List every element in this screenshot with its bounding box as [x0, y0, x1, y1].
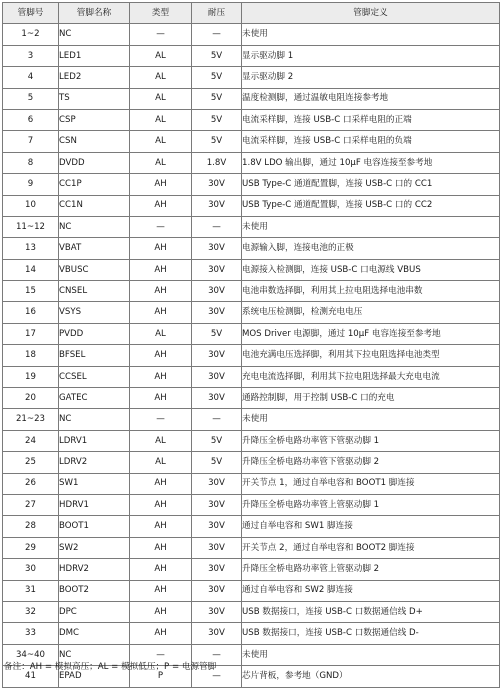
- pin-type-cell: AH: [130, 623, 192, 644]
- pin-type-cell: AH: [130, 580, 192, 601]
- pin-type-cell: AL: [130, 88, 192, 109]
- pin-voltage-cell: 5V: [192, 452, 242, 473]
- table-row: [3, 45, 500, 66]
- pin-definition-cell: 升降压全桥电路功率管下管驱动脚 2: [242, 452, 500, 473]
- pin-type-cell: AL: [130, 323, 192, 344]
- pin-voltage-cell: —: [192, 409, 242, 430]
- pin-type-cell: AH: [130, 302, 192, 323]
- pin-definition-cell: 充电电流选择脚，利用其下拉电阻选择最大充电电流: [242, 366, 500, 387]
- pin-voltage-cell: —: [192, 666, 242, 687]
- table-row: [3, 559, 500, 580]
- pin-voltage-cell: 30V: [192, 623, 242, 644]
- pin-name-cell: HDRV2: [59, 559, 130, 580]
- pin-type-cell: AH: [130, 601, 192, 622]
- pin-name-cell: HDRV1: [59, 494, 130, 515]
- table-row: [3, 409, 500, 430]
- pin-voltage-cell: 30V: [192, 174, 242, 195]
- pin-type-cell: P: [130, 666, 192, 687]
- pin-definition-cell: 电池充满电压选择脚，利用其下拉电阻选择电池类型: [242, 345, 500, 366]
- pin-voltage-cell: 30V: [192, 259, 242, 280]
- pin-name-cell: LED1: [59, 45, 130, 66]
- pin-voltage-cell: —: [192, 216, 242, 237]
- table-row: [3, 473, 500, 494]
- pin-voltage-cell: 1.8V: [192, 152, 242, 173]
- pin-definition-table: [2, 2, 500, 688]
- pin-definition-cell: 开关节点 1，通过自举电容和 BOOT1 脚连接: [242, 473, 500, 494]
- pin-definition-cell: 开关节点 2，通过自举电容和 BOOT2 脚连接: [242, 537, 500, 558]
- table-row: [3, 24, 500, 45]
- pin-name-cell: TS: [59, 88, 130, 109]
- pin-number-cell: 9: [3, 174, 59, 195]
- header-definition: 管脚定义: [242, 3, 500, 24]
- pin-number-cell: 26: [3, 473, 59, 494]
- pin-number-cell: 7: [3, 131, 59, 152]
- pin-voltage-cell: 30V: [192, 195, 242, 216]
- pin-type-cell: AH: [130, 238, 192, 259]
- table-row: [3, 494, 500, 515]
- pin-type-cell: AL: [130, 152, 192, 173]
- table-row: [3, 430, 500, 451]
- pin-definition-cell: 电流采样脚，连接 USB-C 口采样电阻的负端: [242, 131, 500, 152]
- pin-name-cell: NC: [59, 644, 130, 665]
- table-row: [3, 516, 500, 537]
- header-pin-number: 管脚号: [3, 3, 59, 24]
- pin-definition-cell: USB Type-C 通道配置脚，连接 USB-C 口的 CC1: [242, 174, 500, 195]
- pin-name-cell: EPAD: [59, 666, 130, 687]
- pin-definition-cell: 系统电压检测脚，检测充电电压: [242, 302, 500, 323]
- pin-voltage-cell: 5V: [192, 45, 242, 66]
- pin-type-cell: AH: [130, 516, 192, 537]
- pin-name-cell: SW1: [59, 473, 130, 494]
- pin-voltage-cell: 30V: [192, 302, 242, 323]
- pin-number-cell: 32: [3, 601, 59, 622]
- pin-voltage-cell: 30V: [192, 388, 242, 409]
- pin-type-cell: AL: [130, 109, 192, 130]
- pin-definition-cell: USB 数据接口，连接 USB-C 口数据通信线 D+: [242, 601, 500, 622]
- table-row: [3, 195, 500, 216]
- table-row: [3, 67, 500, 88]
- table-row: [3, 345, 500, 366]
- table-row: [3, 88, 500, 109]
- table-row: [3, 323, 500, 344]
- pin-voltage-cell: 5V: [192, 131, 242, 152]
- pin-voltage-cell: 30V: [192, 601, 242, 622]
- pin-number-cell: 8: [3, 152, 59, 173]
- pin-type-cell: AH: [130, 366, 192, 387]
- table-row: [3, 174, 500, 195]
- pin-name-cell: NC: [59, 409, 130, 430]
- pin-name-cell: LDRV1: [59, 430, 130, 451]
- pin-name-cell: DVDD: [59, 152, 130, 173]
- pin-definition-cell: 未使用: [242, 24, 500, 45]
- pin-name-cell: PVDD: [59, 323, 130, 344]
- pin-definition-cell: 升降压全桥电路功率管上管驱动脚 2: [242, 559, 500, 580]
- footnote: 备注：AH = 模拟高压；AL = 模拟低压；P = 电源管脚: [4, 662, 217, 672]
- pin-definition-cell: 通过自举电容和 SW2 脚连接: [242, 580, 500, 601]
- pin-name-cell: VBAT: [59, 238, 130, 259]
- pin-definition-cell: 升降压全桥电路功率管下管驱动脚 1: [242, 430, 500, 451]
- pin-number-cell: 13: [3, 238, 59, 259]
- pin-voltage-cell: 30V: [192, 559, 242, 580]
- pin-number-cell: 14: [3, 259, 59, 280]
- pin-definition-cell: 芯片背板，参考地（GND）: [242, 666, 500, 687]
- pin-type-cell: AH: [130, 388, 192, 409]
- pin-definition-cell: MOS Driver 电源脚，通过 10μF 电容连接至参考地: [242, 323, 500, 344]
- pin-type-cell: AH: [130, 345, 192, 366]
- pin-voltage-cell: 30V: [192, 281, 242, 302]
- pin-voltage-cell: 5V: [192, 67, 242, 88]
- pin-definition-cell: 通过自举电容和 SW1 脚连接: [242, 516, 500, 537]
- pin-type-cell: AH: [130, 494, 192, 515]
- pin-name-cell: BOOT2: [59, 580, 130, 601]
- table-row: [3, 537, 500, 558]
- pin-definition-cell: 1.8V LDO 输出脚，通过 10μF 电容连接至参考地: [242, 152, 500, 173]
- table-row: [3, 131, 500, 152]
- pin-voltage-cell: 5V: [192, 109, 242, 130]
- pin-definition-cell: 电源输入脚，连接电池的正极: [242, 238, 500, 259]
- pin-name-cell: SW2: [59, 537, 130, 558]
- pin-definition-cell: 温度检测脚，通过温敏电阻连接参考地: [242, 88, 500, 109]
- pin-definition-cell: 升降压全桥电路功率管上管驱动脚 1: [242, 494, 500, 515]
- pin-type-cell: —: [130, 644, 192, 665]
- pin-voltage-cell: 30V: [192, 345, 242, 366]
- pin-voltage-cell: 30V: [192, 516, 242, 537]
- pin-definition-cell: 电源接入检测脚，连接 USB-C 口电源线 VBUS: [242, 259, 500, 280]
- pin-voltage-cell: 30V: [192, 537, 242, 558]
- pin-type-cell: AH: [130, 174, 192, 195]
- pin-number-cell: 1~2: [3, 24, 59, 45]
- pin-name-cell: CSP: [59, 109, 130, 130]
- table-row: [3, 259, 500, 280]
- pin-number-cell: 25: [3, 452, 59, 473]
- pin-number-cell: 27: [3, 494, 59, 515]
- pin-voltage-cell: —: [192, 24, 242, 45]
- pin-voltage-cell: 5V: [192, 323, 242, 344]
- pin-type-cell: AL: [130, 131, 192, 152]
- pin-name-cell: GATEC: [59, 388, 130, 409]
- table-row: [3, 601, 500, 622]
- pin-number-cell: 18: [3, 345, 59, 366]
- pin-number-cell: 41: [3, 666, 59, 687]
- pin-definition-cell: 显示驱动脚 1: [242, 45, 500, 66]
- pin-voltage-cell: 30V: [192, 238, 242, 259]
- pin-number-cell: 11~12: [3, 216, 59, 237]
- pin-type-cell: AL: [130, 45, 192, 66]
- pin-name-cell: CC1N: [59, 195, 130, 216]
- pin-voltage-cell: 5V: [192, 88, 242, 109]
- pin-type-cell: AH: [130, 195, 192, 216]
- table-header-row: [3, 3, 500, 24]
- pin-number-cell: 5: [3, 88, 59, 109]
- pin-voltage-cell: 5V: [192, 430, 242, 451]
- pin-type-cell: AH: [130, 473, 192, 494]
- pin-voltage-cell: 30V: [192, 494, 242, 515]
- pin-number-cell: 33: [3, 623, 59, 644]
- pin-type-cell: AH: [130, 281, 192, 302]
- pin-number-cell: 17: [3, 323, 59, 344]
- pin-definition-cell: 通路控制脚，用于控制 USB-C 口的充电: [242, 388, 500, 409]
- pin-type-cell: AH: [130, 537, 192, 558]
- pin-name-cell: VBUSC: [59, 259, 130, 280]
- pin-type-cell: AL: [130, 67, 192, 88]
- table-row: [3, 152, 500, 173]
- pin-name-cell: NC: [59, 216, 130, 237]
- pin-name-cell: NC: [59, 24, 130, 45]
- pin-number-cell: 16: [3, 302, 59, 323]
- pin-type-cell: —: [130, 409, 192, 430]
- pin-name-cell: DPC: [59, 601, 130, 622]
- pin-name-cell: CNSEL: [59, 281, 130, 302]
- pin-number-cell: 19: [3, 366, 59, 387]
- pin-number-cell: 10: [3, 195, 59, 216]
- table-row: [3, 452, 500, 473]
- table-row: [3, 388, 500, 409]
- pin-type-cell: —: [130, 24, 192, 45]
- pin-definition-cell: 电流采样脚，连接 USB-C 口采样电阻的正端: [242, 109, 500, 130]
- pin-name-cell: CC1P: [59, 174, 130, 195]
- table-row: [3, 366, 500, 387]
- table-row: [3, 623, 500, 644]
- pin-definition-cell: USB 数据接口，连接 USB-C 口数据通信线 D-: [242, 623, 500, 644]
- pin-definition-cell: 显示驱动脚 2: [242, 67, 500, 88]
- pin-number-cell: 20: [3, 388, 59, 409]
- pin-definition-cell: 未使用: [242, 644, 500, 665]
- pin-definition-cell: USB Type-C 通道配置脚，连接 USB-C 口的 CC2: [242, 195, 500, 216]
- pin-name-cell: CSN: [59, 131, 130, 152]
- pin-definition-cell: 电池串数选择脚，利用其上拉电阻选择电池串数: [242, 281, 500, 302]
- table-row: [3, 302, 500, 323]
- pin-voltage-cell: 30V: [192, 580, 242, 601]
- pin-number-cell: 6: [3, 109, 59, 130]
- pin-name-cell: CCSEL: [59, 366, 130, 387]
- pin-name-cell: LDRV2: [59, 452, 130, 473]
- table-row: [3, 580, 500, 601]
- pin-voltage-cell: 30V: [192, 366, 242, 387]
- pin-number-cell: 29: [3, 537, 59, 558]
- pin-type-cell: AH: [130, 259, 192, 280]
- pin-type-cell: —: [130, 216, 192, 237]
- pin-number-cell: 28: [3, 516, 59, 537]
- pin-name-cell: BOOT1: [59, 516, 130, 537]
- table-row: [3, 109, 500, 130]
- table-row: [3, 238, 500, 259]
- header-voltage: 耐压: [192, 3, 242, 24]
- pin-type-cell: AH: [130, 559, 192, 580]
- pin-name-cell: LED2: [59, 67, 130, 88]
- pin-type-cell: AL: [130, 430, 192, 451]
- header-pin-name: 管脚名称: [59, 3, 130, 24]
- pin-voltage-cell: 30V: [192, 473, 242, 494]
- pin-number-cell: 21~23: [3, 409, 59, 430]
- table-row: [3, 216, 500, 237]
- pin-name-cell: DMC: [59, 623, 130, 644]
- pin-number-cell: 4: [3, 67, 59, 88]
- pin-definition-cell: 未使用: [242, 216, 500, 237]
- pin-number-cell: 34~40: [3, 644, 59, 665]
- pin-definition-cell: 未使用: [242, 409, 500, 430]
- header-type: 类型: [130, 3, 192, 24]
- pin-type-cell: AL: [130, 452, 192, 473]
- pin-name-cell: VSYS: [59, 302, 130, 323]
- pin-number-cell: 30: [3, 559, 59, 580]
- pin-number-cell: 24: [3, 430, 59, 451]
- pin-voltage-cell: —: [192, 644, 242, 665]
- table-body: [3, 24, 500, 687]
- pin-number-cell: 15: [3, 281, 59, 302]
- table-row: [3, 281, 500, 302]
- pin-number-cell: 3: [3, 45, 59, 66]
- pin-number-cell: 31: [3, 580, 59, 601]
- pin-name-cell: BFSEL: [59, 345, 130, 366]
